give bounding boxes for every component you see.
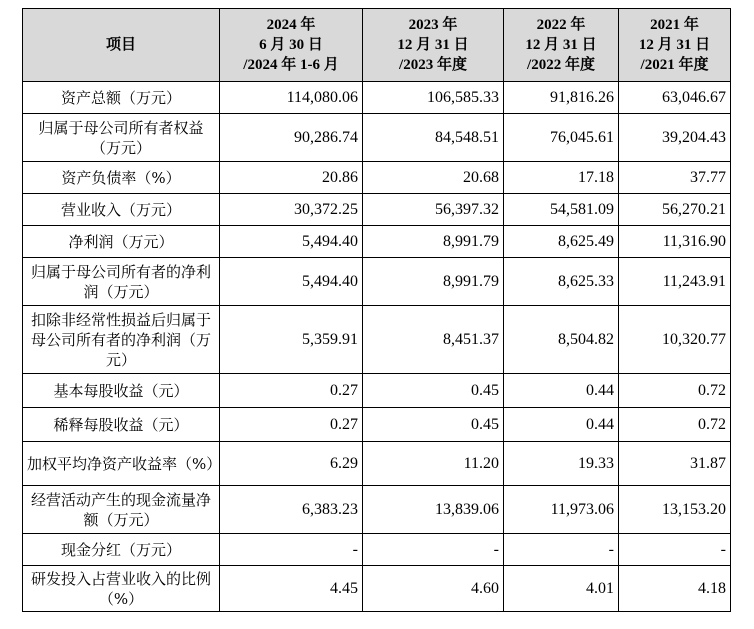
table-row [23,114,731,162]
cell-value: 17.18 [504,162,619,194]
cell-value: - [363,534,504,566]
cell-value: 91,816.26 [504,82,619,114]
cell-value: 114,080.06 [220,82,363,114]
table-row [23,486,731,534]
cell-value: 4.01 [504,566,619,612]
table-row [23,226,731,258]
header-line: 2022 年 [536,17,586,33]
cell-value: 4.18 [619,566,731,612]
header-period-2024h1 [220,9,363,82]
cell-value: - [220,534,363,566]
cell-value: 56,397.32 [363,194,504,226]
header-line: /2023 年度 [399,57,467,73]
cell-value: 0.72 [619,374,731,408]
header-line: 12 月 31 日 [397,37,469,53]
cell-value: 63,046.67 [619,82,731,114]
table-row [23,194,731,226]
table-row [23,408,731,442]
cell-value: 20.86 [220,162,363,194]
cell-value: 10,320.77 [619,306,731,374]
header-line: 12 月 31 日 [638,37,711,53]
financial-data-table [22,8,731,612]
table-row [23,162,731,194]
cell-value: - [619,534,731,566]
table-row [23,258,731,306]
cell-value: 11,316.90 [619,226,731,258]
header-item: 项目 [23,9,220,82]
cell-value: 76,045.61 [504,114,619,162]
cell-value: 0.27 [220,408,363,442]
row-label: 营业收入（万元） [23,194,220,226]
header-line: /2024 年 1-6 月 [243,57,339,73]
cell-value: 20.68 [363,162,504,194]
row-label: 研发投入占营业收入的比例（%） [23,566,220,612]
table-row [23,306,731,374]
header-line: 2024 年 [266,17,316,33]
cell-value: 0.45 [363,408,504,442]
row-label: 稀释每股收益（元） [23,408,220,442]
row-label: 资产总额（万元） [23,82,220,114]
cell-value: 106,585.33 [363,82,504,114]
table-row [23,82,731,114]
header-line: 12 月 31 日 [525,37,597,53]
cell-value: 39,204.43 [619,114,731,162]
header-period-2023 [363,9,504,82]
header-line: 2023 年 [408,17,458,33]
cell-value: 0.44 [504,408,619,442]
cell-value: 54,581.09 [504,194,619,226]
cell-value: 8,625.49 [504,226,619,258]
table-row [23,442,731,486]
cell-value: 0.72 [619,408,731,442]
table-row [23,374,731,408]
cell-value: 8,991.79 [363,226,504,258]
cell-value: 13,153.20 [619,486,731,534]
cell-value: 30,372.25 [220,194,363,226]
row-label: 经营活动产生的现金流量净额（万元） [23,486,220,534]
row-label: 扣除非经常性损益后归属于母公司所有者的净利润（万元） [23,306,220,374]
financial-table-container [22,8,731,612]
cell-value: 19.33 [504,442,619,486]
cell-value: 31.87 [619,442,731,486]
header-line: 2021 年 [650,17,699,33]
cell-value: 8,625.33 [504,258,619,306]
cell-value: 5,494.40 [220,226,363,258]
cell-value: 6.29 [220,442,363,486]
header-line: /2021 年度 [640,57,709,73]
header-line: 6 月 30 日 [259,37,323,53]
cell-value: 11,973.06 [504,486,619,534]
header-period-2022 [504,9,619,82]
cell-value: 4.60 [363,566,504,612]
table-row [23,566,731,612]
cell-value: 0.44 [504,374,619,408]
cell-value: 4.45 [220,566,363,612]
cell-value: 8,991.79 [363,258,504,306]
cell-value: 13,839.06 [363,486,504,534]
cell-value: 90,286.74 [220,114,363,162]
table-header-row [23,9,731,82]
cell-value: 8,504.82 [504,306,619,374]
header-period-2021 [619,9,731,82]
cell-value: 84,548.51 [363,114,504,162]
row-label: 归属于母公司所有者的净利润（万元） [23,258,220,306]
cell-value: 56,270.21 [619,194,731,226]
row-label: 资产负债率（%） [23,162,220,194]
cell-value: - [504,534,619,566]
cell-value: 6,383.23 [220,486,363,534]
cell-value: 5,494.40 [220,258,363,306]
row-label: 归属于母公司所有者权益（万元） [23,114,220,162]
row-label: 加权平均净资产收益率（%） [23,442,220,486]
cell-value: 5,359.91 [220,306,363,374]
cell-value: 8,451.37 [363,306,504,374]
cell-value: 0.27 [220,374,363,408]
table-row [23,534,731,566]
header-line: /2022 年度 [527,57,595,73]
row-label: 现金分红（万元） [23,534,220,566]
row-label: 基本每股收益（元） [23,374,220,408]
cell-value: 37.77 [619,162,731,194]
cell-value: 0.45 [363,374,504,408]
row-label: 净利润（万元） [23,226,220,258]
cell-value: 11.20 [363,442,504,486]
cell-value: 11,243.91 [619,258,731,306]
